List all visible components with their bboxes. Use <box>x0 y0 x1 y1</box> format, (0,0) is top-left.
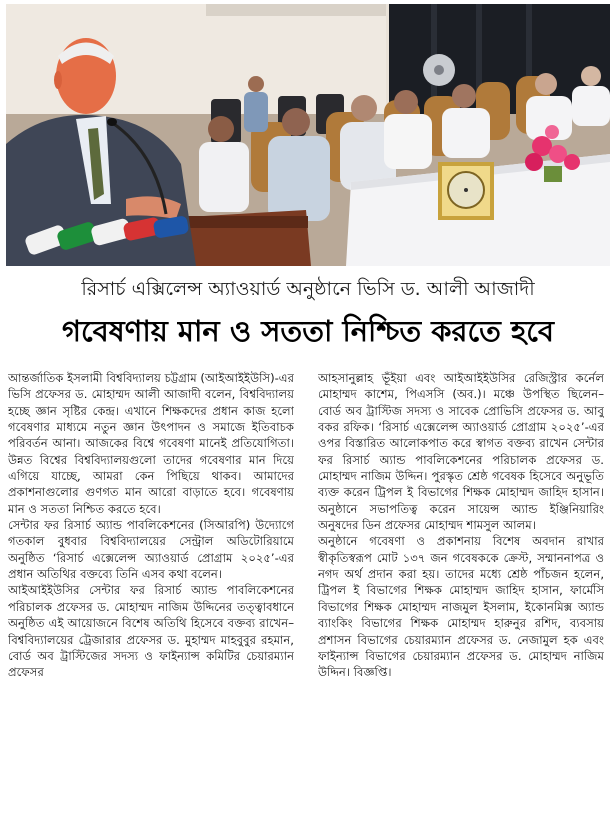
article-column-right <box>318 370 604 822</box>
article-subheadline: রিসার্চ এক্সিলেন্স অ্যাওয়ার্ড অনুষ্ঠানে ভিসি ড. আলী আজাদী <box>81 278 535 300</box>
article-paragraph: সেন্টার ফর রিসার্চ অ্যান্ড পাবলিকেশনের (সিআরপি) উদ্যোগে গতকাল বুধবার বিশ্ববিদ্যালয়ের সেন্ট্রাল অডিটোরিয়ামে অনুষ্ঠিত ‘রিসার্চ এক্সেলেন্স অ্যাওয়ার্ড প্রোগ্রাম ২০২৫’-এর প্রধান অতিথির বক্তব্যে তিনি এসব কথা বলেন। <box>8 518 294 582</box>
clock-plaque-icon <box>438 162 494 220</box>
wall-fan-icon <box>423 54 455 86</box>
article-column-left <box>8 370 294 822</box>
news-photo <box>6 4 610 266</box>
article-paragraph: আইআইইউসির সেন্টার ফর রিসার্চ অ্যান্ড পাবলিকেশনের পরিচালক প্রফেসর ড. মোহাম্মদ নাজিম উদ্দিনের তত্ত্বাবধানে অনুষ্ঠিত এই আয়োজনে বিশেষ অতিথি হিসেবে বক্তব্য রাখেন– বিশ্ববিদ্যালয়ের ট্রেজারার প্রফেসর ড. মুহাম্মদ মাহবুবুর রহমান, বোর্ড অব ট্রাস্টিজের সদস্য ও ফাইন্যান্স কমিটির চেয়ারম্যান প্রফেসর <box>8 583 294 680</box>
article-headline: গবেষণায় মান ও সততা নিশ্চিত করতে হবে <box>62 314 554 348</box>
article-paragraph: আহসানুল্লাহ ভূঁইয়া এবং আইআইইউসির রেজিস্ট্রার কর্নেল মোহাম্মদ কাশেম, পিএসসি (অব.)। মঞ্চে উপস্থিত ছিলেন– বোর্ড অব ট্রাস্টিজ সদস্য ও সাবেক প্রোভিসি প্রফেসর ড. আবু বকর রফিক। ‘রিসার্চ এক্সেলেন্স অ্যাওয়ার্ড প্রোগ্রাম ২০২৫’-এর ওপর বিস্তারিত আলোকপাত করে স্বাগত বক্তব্য রাখেন সেন্টার ফর রিসার্চ অ্যান্ড পাবলিকেশনের পরিচালক প্রফেসর ড. মোহাম্মদ নাজিম উদ্দিন। পুরস্কৃত শ্রেষ্ঠ গবেষক হিসেবে অনুভূতি ব্যক্ত করেন ট্রিপল ই বিভাগের শিক্ষক মোহাম্মদ জাহিদ হাসান। অনুষ্ঠানে সভাপতিত্ব করেন সায়েন্স অ্যান্ড ইঞ্জিনিয়ারিং অনুষদের ডিন প্রফেসর মোহাম্মদ শামসুল আলম। <box>318 371 604 533</box>
article-paragraph: আন্তর্জাতিক ইসলামী বিশ্ববিদ্যালয় চট্টগ্রাম (আইআইইউসি)-এর ভিসি প্রফেসর ড. মোহাম্মদ আলী আজাদী বলেন, বিশ্ববিদ্যালয় হচ্ছে জ্ঞান সৃষ্টির কেন্দ্র। এখানে শিক্ষকদের প্রধান কাজ হলো গবেষণার মাধ্যমে নতুন জ্ঞান উৎপাদন ও সমাজে ইতিবাচক পরিবর্তন আনা। আজকের বিশ্বে গবেষণা মানেই প্রতিযোগিতা। উন্নত বিশ্বের বিশ্ববিদ্যালয়গুলো তাদের গবেষণার মান দিয়ে এগিয়ে যাচ্ছে, আমরা কেন পিছিয়ে থাকব। আমাদের প্রকাশনাগুলোর গুণগত মান আরো বাড়াতে হবে। গবেষণায় মান ও সততা নিশ্চিত করতে হবে। <box>8 371 294 516</box>
article-paragraph: অনুষ্ঠানে গবেষণা ও প্রকাশনায় বিশেষ অবদান রাখার স্বীকৃতিস্বরূপ মোট ১৩৭ জন গবেষককে ক্রেস্ট, সম্মাননাপত্র ও নগদ অর্থ প্রদান করা হয়। তাদের মধ্যে শ্রেষ্ঠ পাঁচজন হলেন, ট্রিপল ই বিভাগের শিক্ষক মোহাম্মদ জাহিদ হাসান, ফার্মেসি বিভাগের শিক্ষক মোহাম্মদ নাজমুল ইসলাম, ইকোনমিক্স অ্যান্ড ব্যাংকিং বিভাগের শিক্ষক মোহাম্মদ হারুনুর রশিদ, ব্যবসায় প্রশাসন বিভাগের চেয়ারম্যান প্রফেসর ড. নেজামুল হক এবং ফাইন্যান্স বিভাগের চেয়ারম্যান প্রফেসর ড. মোহাম্মদ নাজিম উদ্দিন। বিজ্ঞপ্তি। <box>318 534 604 680</box>
